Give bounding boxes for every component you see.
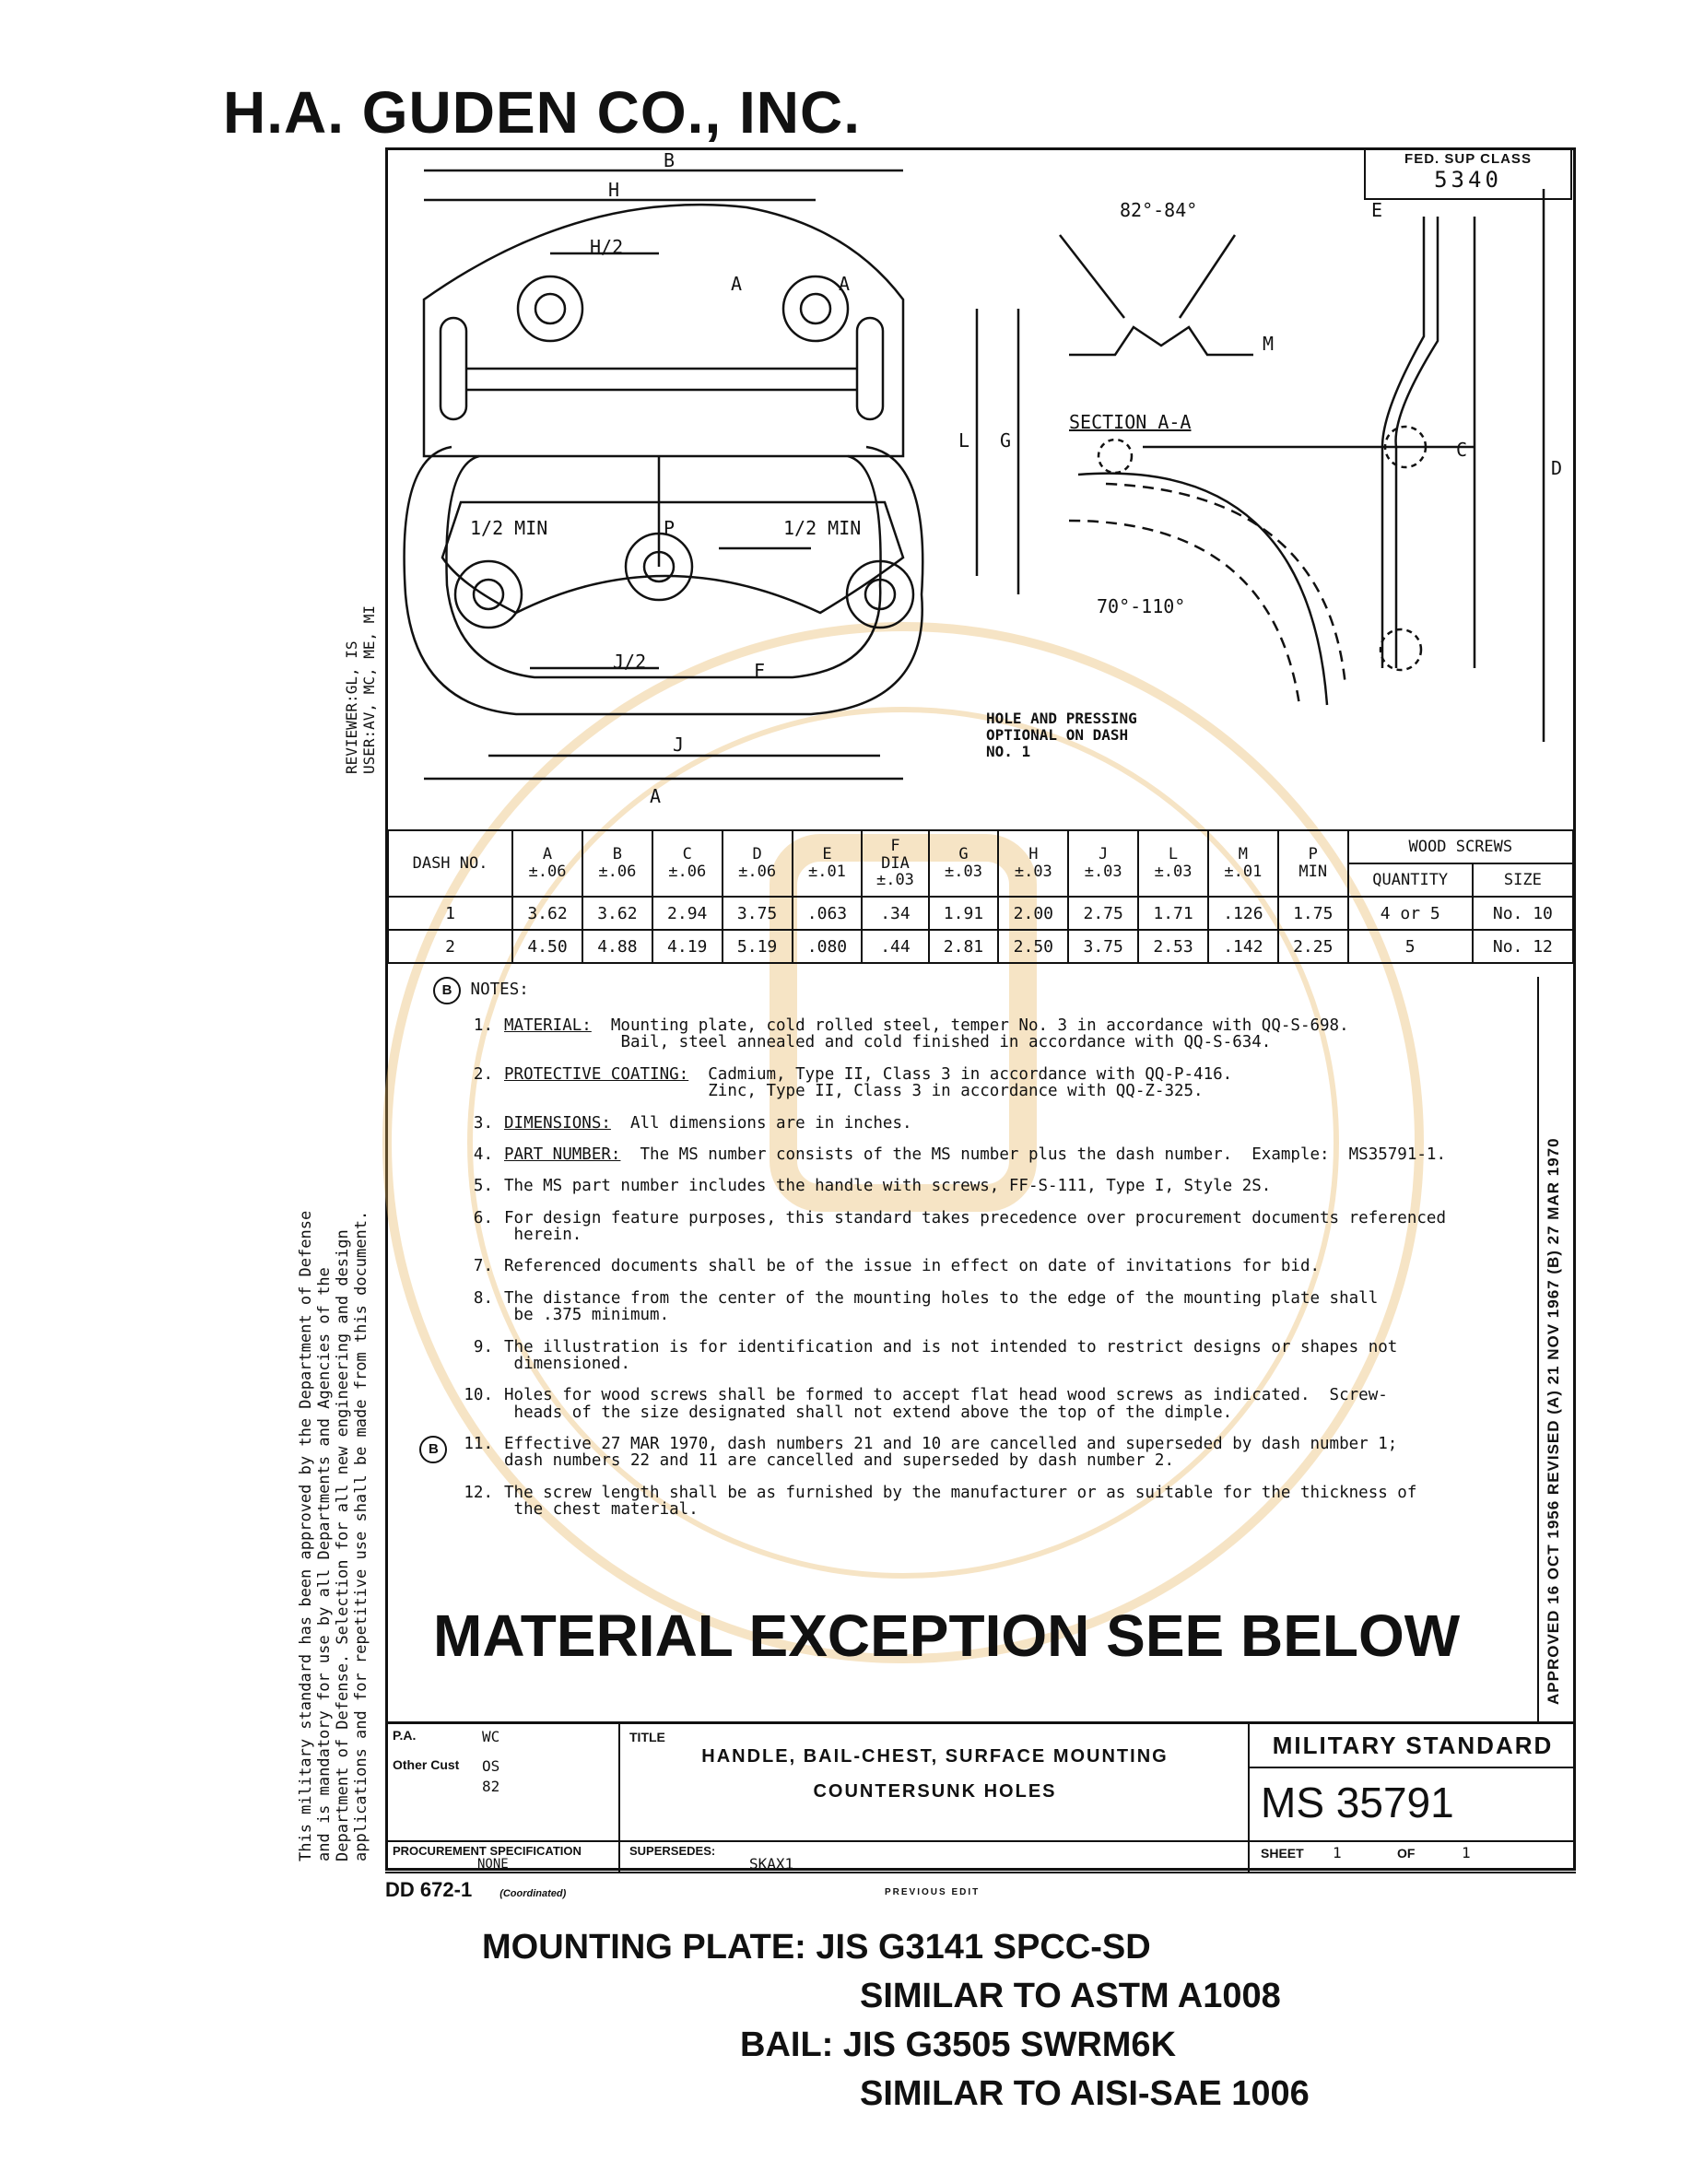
note-body: The screw length shall be as furnished by the manufacturer or as suitable for the thickness of the chest material. [504, 1483, 1417, 1520]
note-body: Cadmium, Type II, Class 3 in accordance with QQ-P-416. Zinc, Type II, Class 3 in accordance with QQ-Z-325. [708, 1064, 1233, 1101]
table-cell: 1 [388, 897, 512, 930]
note-body: For design feature purposes, this standard takes precedence over procurement documents referenced herein. [504, 1208, 1446, 1244]
table-header-cell: D ±.06 [723, 830, 793, 897]
table-header-cell: B ±.06 [582, 830, 652, 897]
hole-note-line2: OPTIONAL ON DASH [986, 726, 1129, 744]
revision-history: APPROVED 16 OCT 1956 REVISED (A) 21 NOV 1967 (B) 27 MAR 1970 [1545, 1137, 1562, 1705]
note-number: 11. [464, 1435, 493, 1453]
note-number: 8. [473, 1288, 493, 1308]
table-row [388, 897, 1573, 930]
table-cell: No. 12 [1473, 930, 1573, 963]
note-text [504, 1210, 1446, 1244]
note-text [504, 1387, 1388, 1421]
pa-value: WC [482, 1728, 500, 1745]
sheet-cell [1250, 1842, 1576, 1873]
dim-d-label: D [1551, 457, 1563, 479]
note-text [504, 1115, 912, 1132]
fed-sup-class-value: 5340 [1434, 167, 1502, 193]
hole-note-line1: HOLE AND PRESSING [986, 710, 1137, 727]
material-exception-banner: MATERIAL EXCEPTION SEE BELOW [433, 1603, 1461, 1669]
note-text [504, 1017, 1349, 1051]
note-body: Referenced documents shall be of the issue in effect on date of invitations for bid. [504, 1257, 1321, 1276]
revision-b-badge: B [419, 1436, 447, 1463]
section-arrow-right: A [839, 273, 851, 295]
military-standard-label: MILITARY STANDARD [1272, 1732, 1554, 1759]
table-cell: 5.19 [723, 930, 793, 963]
section-arrow-left: A [731, 273, 743, 295]
table-header-cell: E ±.01 [793, 830, 863, 897]
hole-note-line3: NO. 1 [986, 743, 1031, 760]
note-number: 5. [473, 1177, 493, 1196]
table-cell: .126 [1208, 897, 1278, 930]
note-item [396, 1485, 1539, 1519]
dim-h-label: H [608, 179, 620, 201]
note-heading: DIMENSIONS: [504, 1113, 611, 1133]
table-header-cell: P MIN [1278, 830, 1348, 897]
mil-std-cell [1250, 1724, 1576, 1768]
table-cell: 4.88 [582, 930, 652, 963]
angle-bottom-label: 70°-110° [1097, 595, 1186, 617]
company-name: H.A. GUDEN CO., INC. [222, 79, 862, 146]
bail-line [740, 2025, 1176, 2065]
note-item [396, 1258, 1539, 1274]
table-header-row [388, 830, 1573, 863]
revision-b-badge: B [433, 977, 461, 1004]
ms-number: MS 35791 [1261, 1779, 1454, 1826]
similar-astm-line: SIMILAR TO ASTM A1008 [860, 1977, 1281, 2015]
half-min-left: 1/2 MIN [470, 517, 548, 539]
quantity-header: QUANTITY [1348, 863, 1473, 897]
note-body: The MS part number includes the handle with screws, FF-S-111, Type I, Style 2S. [504, 1177, 1272, 1196]
proc-spec-value: NONE [477, 1857, 509, 1872]
table-cell: .080 [793, 930, 863, 963]
note-text [504, 1146, 1446, 1163]
table-header-cell: M ±.01 [1208, 830, 1278, 897]
table-cell: 2.53 [1138, 930, 1208, 963]
table-cell: 2.94 [652, 897, 723, 930]
previous-edition-note: PREVIOUS EDIT [885, 1887, 981, 1897]
dim-e-label: E [1371, 199, 1383, 221]
note-item [396, 1290, 1539, 1324]
other-cust-1: OS [482, 1757, 500, 1775]
note-text [504, 1339, 1397, 1373]
note-body: The MS number consists of the MS number plus the dash number. Example: MS35791-1. [620, 1145, 1446, 1164]
note-number-wrap [396, 1436, 504, 1470]
angle-top-label: 82°-84° [1120, 199, 1198, 221]
table-cell: 2.81 [929, 930, 999, 963]
note-item [396, 1146, 1539, 1163]
table-cell: .44 [862, 930, 928, 963]
note-body: Mounting plate, cold rolled steel, temper No. 3 in accordance with QQ-S-698. Bail, steel annealed and cold finished in accordance with QQ-S-634. [610, 1016, 1349, 1052]
handle-technical-drawing [387, 152, 1576, 829]
table-cell: 2.00 [998, 897, 1068, 930]
dim-g-label: G [1000, 429, 1012, 452]
title-block [385, 1721, 1576, 1873]
table-cell: 3.62 [512, 897, 582, 930]
dim-h2-label: H/2 [590, 236, 624, 258]
table-header-cell: DASH NO. [388, 830, 512, 897]
note-number: 10. [464, 1386, 493, 1405]
table-cell: 4.19 [652, 930, 723, 963]
dd-form-number: 672-1 [419, 1878, 473, 1901]
pa-cell [385, 1724, 620, 1842]
fed-sup-class-label: FED. SUP CLASS [1404, 151, 1532, 167]
note-number: 1. [473, 1016, 493, 1035]
bail-spec: JIS G3505 SWRM6K [842, 2025, 1177, 2064]
dimensions-table [387, 829, 1574, 964]
note-text [504, 1066, 1232, 1100]
table-cell: 5 [1348, 930, 1473, 963]
table-cell: 3.75 [723, 897, 793, 930]
table-cell: .142 [1208, 930, 1278, 963]
table-header-cell: G ±.03 [929, 830, 999, 897]
note-item [396, 1436, 1539, 1470]
ms-number-cell [1250, 1768, 1576, 1842]
note-item [396, 1115, 1539, 1132]
notes-header: B NOTES: [433, 977, 1539, 1004]
sheet-number: 1 [1333, 1844, 1342, 1861]
notes-section [396, 977, 1539, 1533]
note-item [396, 1066, 1539, 1100]
note-item [396, 1339, 1539, 1373]
dd-coordinated: (Coordinated) [499, 1888, 567, 1899]
half-min-right: 1/2 MIN [783, 517, 862, 539]
table-cell: 4 or 5 [1348, 897, 1473, 930]
other-cust-2: 82 [482, 1778, 500, 1795]
approval-statement: This military standard has been approved by the Department of Defense and is mandatory for use by all Departments and Agencies of the Department of Defense. Selection for all new engineering and design applications and for repetitive use shall be made from this document. [297, 1210, 370, 1861]
table-cell: 3.62 [582, 897, 652, 930]
note-number: 6. [473, 1208, 493, 1227]
note-number: 12. [464, 1483, 493, 1502]
table-header-cell: F DIA ±.03 [862, 830, 928, 897]
note-heading: PROTECTIVE COATING: [504, 1064, 689, 1084]
note-text [504, 1258, 1320, 1274]
note-body: All dimensions are in inches. [610, 1113, 912, 1133]
supersedes-value: SKAX1 [749, 1855, 794, 1873]
table-cell: 3.75 [1068, 930, 1138, 963]
table-cell: 2.25 [1278, 930, 1348, 963]
note-text [504, 1436, 1397, 1470]
reviewer-user-text: REVIEWER:GL, IS USER:AV, MC, ME, MI [343, 605, 378, 774]
table-cell: 4.50 [512, 930, 582, 963]
note-text [504, 1290, 1378, 1324]
other-cust-label: Other Cust [393, 1757, 460, 1772]
note-heading: PART NUMBER: [504, 1145, 621, 1164]
table-header-cell: C ±.06 [652, 830, 723, 897]
table-header-cell: L ±.03 [1138, 830, 1208, 897]
table-cell: .34 [862, 897, 928, 930]
note-body: The distance from the center of the mounting holes to the edge of the mounting plate shall be .375 minimum. [504, 1288, 1379, 1325]
note-body: The illustration is for identification and is not intended to restrict designs or shapes not dimensioned. [504, 1337, 1398, 1373]
dim-l-label: L [958, 429, 970, 452]
mounting-plate-line [482, 1928, 1151, 1967]
dim-f-label: F [754, 660, 766, 682]
note-body: Holes for wood screws shall be formed to accept flat head wood screws as indicated. Screw- heads of the size designated shall not extend above the top of the dimple. [504, 1386, 1388, 1422]
table-header-cell: A ±.06 [512, 830, 582, 897]
table-cell: No. 10 [1473, 897, 1573, 930]
proc-spec-label: PROCUREMENT SPECIFICATION [393, 1844, 582, 1858]
table-cell: 1.91 [929, 897, 999, 930]
supersedes-label: SUPERSEDES: [629, 1844, 716, 1858]
table-header-cell: H ±.03 [998, 830, 1068, 897]
table-cell: 1.71 [1138, 897, 1208, 930]
dim-p-label: P [664, 517, 676, 539]
similar-aisi-line: SIMILAR TO AISI-SAE 1006 [860, 2074, 1310, 2113]
title-cell [620, 1724, 1250, 1842]
note-body: Effective 27 MAR 1970, dash numbers 21 and 10 are cancelled and superseded by dash number 1; dash numbers 22 and 11 are cancelled and superseded by dash number 2. [504, 1435, 1398, 1471]
note-item [396, 1017, 1539, 1051]
mounting-plate-label: MOUNTING PLATE: [482, 1928, 806, 1967]
title-line2: COUNTERSUNK HOLES [813, 1781, 1057, 1802]
table-cell: .063 [793, 897, 863, 930]
note-heading: MATERIAL: [504, 1016, 592, 1035]
note-number: 9. [473, 1337, 493, 1356]
bail-label: BAIL: [740, 2025, 834, 2064]
title-label: TITLE [629, 1730, 665, 1744]
note-number: 3. [473, 1113, 493, 1133]
of-label: OF [1397, 1846, 1416, 1861]
sheet-total: 1 [1462, 1844, 1471, 1861]
mounting-plate-spec: JIS G3141 SPCC-SD [816, 1928, 1151, 1967]
note-item [396, 1178, 1539, 1194]
note-text [504, 1485, 1416, 1519]
section-aa-label: SECTION A-A [1069, 411, 1192, 433]
table-header-cell: J ±.03 [1068, 830, 1138, 897]
title-line1: HANDLE, BAIL-CHEST, SURFACE MOUNTING [701, 1746, 1169, 1767]
proc-spec-cell [385, 1842, 620, 1873]
note-item [396, 1210, 1539, 1244]
note-number: 7. [473, 1257, 493, 1276]
dim-b-label: B [664, 152, 676, 171]
dim-j2-label: J/2 [613, 651, 647, 673]
dim-j-label: J [673, 734, 685, 756]
size-header: SIZE [1473, 863, 1573, 897]
note-text [504, 1178, 1271, 1194]
dim-m-label: M [1263, 333, 1275, 355]
pa-label: P.A. [393, 1728, 417, 1743]
dd-form-label: DD 672-1 (Coordinated) [385, 1878, 567, 1901]
table-cell: 2.50 [998, 930, 1068, 963]
table-cell: 1.75 [1278, 897, 1348, 930]
note-item [396, 1387, 1539, 1421]
note-number: 4. [473, 1145, 493, 1164]
dim-a-label: A [650, 785, 662, 807]
note-number: 2. [473, 1064, 493, 1084]
table-cell: 2.75 [1068, 897, 1138, 930]
wood-screws-header: WOOD SCREWS [1348, 830, 1573, 863]
table-row [388, 930, 1573, 963]
supersedes-cell [620, 1842, 1250, 1873]
table-cell: 2 [388, 930, 512, 963]
dim-c-label: C [1456, 439, 1468, 461]
sheet-label: SHEET [1261, 1846, 1304, 1861]
